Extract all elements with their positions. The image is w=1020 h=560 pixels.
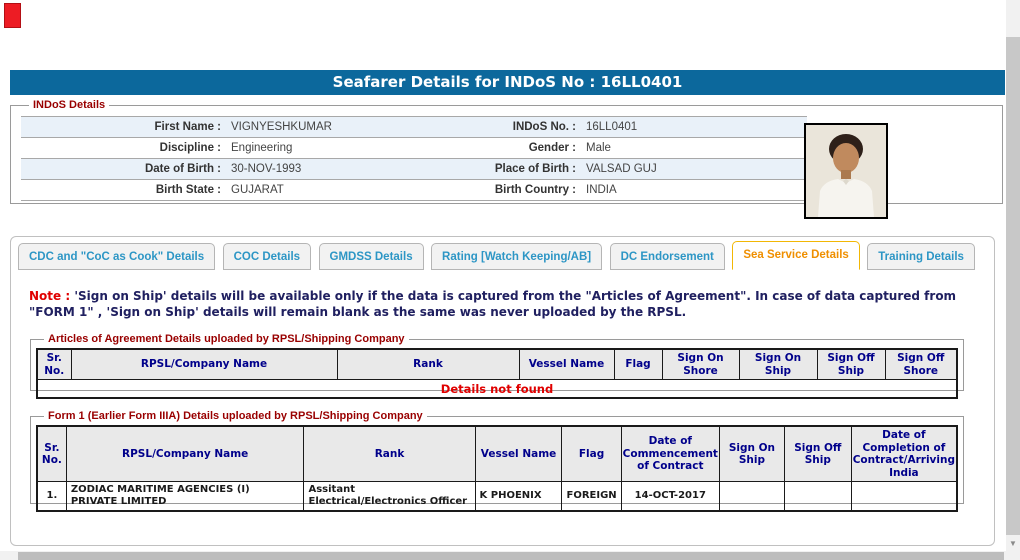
indos-details-legend: INDoS Details <box>33 99 106 111</box>
column-header: Sign Off Ship <box>817 349 885 380</box>
company-name-cell: ZODIAC MARITIME AGENCIES (I) PRIVATE LIMITED <box>66 482 304 512</box>
column-header: Flag <box>614 349 662 380</box>
tab-cdc-coc-cook-details[interactable]: CDC and "CoC as Cook" Details <box>18 243 215 270</box>
indos-details-table <box>21 116 807 201</box>
form1-legend: Form 1 (Earlier Form IIIA) Details uploaded by RPSL/Shipping Company <box>48 410 423 422</box>
field-label: Discipline : <box>159 142 221 154</box>
tab-rating-watch-keeping-ab[interactable]: Rating [Watch Keeping/AB] <box>431 243 602 270</box>
details-row <box>21 138 807 159</box>
tab-gmdss-details[interactable]: GMDSS Details <box>319 243 424 270</box>
column-header: Flag <box>562 426 621 482</box>
tab-training-details[interactable]: Training Details <box>867 243 975 270</box>
form1-table <box>36 425 958 512</box>
field-label: Gender : <box>528 142 576 154</box>
table-row <box>37 482 957 512</box>
column-header: Sr. No. <box>37 349 71 380</box>
articles-of-agreement-fieldset <box>30 333 964 396</box>
field-value: GUJARAT <box>231 184 284 196</box>
note-body: 'Sign on Ship' details will be available only if the data is captured from the "Articles of Agreement". In case of data captured from "FORM 1" , 'Sign on Ship' details will remain blank as the same was never uploaded by the RPSL. <box>29 289 957 319</box>
column-header: Vessel Name <box>475 426 562 482</box>
note-text <box>29 289 987 320</box>
tab-strip <box>18 241 978 270</box>
vessel-name-cell: K PHOENIX <box>475 482 562 512</box>
tab-dc-endorsement[interactable]: DC Endorsement <box>610 243 725 270</box>
field-label: First Name : <box>154 121 221 133</box>
field-value: 16LL0401 <box>586 121 638 133</box>
page-title: Seafarer Details for INDoS No : 16LL0401 <box>10 70 1005 95</box>
flag-cell: FOREIGN <box>562 482 621 512</box>
field-value: INDIA <box>586 184 617 196</box>
indos-details-fieldset <box>10 99 1003 204</box>
column-header: Date of Completion of Contract/Arriving India <box>851 426 957 482</box>
sign-off-ship-cell <box>784 482 851 512</box>
field-label: INDoS No. : <box>512 121 576 133</box>
table-header-row <box>37 426 957 482</box>
column-header: Sign On Ship <box>739 349 817 380</box>
vertical-scrollbar[interactable] <box>1006 0 1020 560</box>
column-header: Sign Off Shore <box>885 349 957 380</box>
field-value: Engineering <box>231 142 293 154</box>
column-header: Sign Off Ship <box>784 426 851 482</box>
details-row <box>21 159 807 180</box>
horizontal-scrollbar[interactable] <box>0 551 1006 560</box>
scroll-down-button[interactable] <box>1006 536 1020 552</box>
details-row <box>21 180 807 201</box>
empty-row <box>37 380 957 399</box>
column-header: Rank <box>337 349 519 380</box>
column-header: RPSL/Company Name <box>66 426 304 482</box>
completion-date-cell <box>851 482 957 512</box>
details-not-found-message: Details not found <box>37 380 957 399</box>
column-header: Sr. No. <box>37 426 66 482</box>
table-header-row <box>37 349 957 380</box>
field-value: Male <box>586 142 611 154</box>
tab-coc-details[interactable]: COC Details <box>223 243 311 270</box>
vertical-scrollbar-thumb[interactable] <box>1006 37 1020 535</box>
field-label: Place of Birth : <box>494 163 576 175</box>
field-label: Birth State : <box>155 184 221 196</box>
sign-on-ship-cell <box>719 482 784 512</box>
details-row <box>21 117 807 138</box>
broken-image-icon <box>4 3 21 28</box>
form1-fieldset <box>30 410 964 508</box>
column-header: Vessel Name <box>519 349 614 380</box>
field-value: 30-NOV-1993 <box>231 163 302 175</box>
column-header: Rank <box>304 426 475 482</box>
horizontal-scrollbar-thumb[interactable] <box>18 552 1004 560</box>
down-arrow-icon: ▼ <box>1009 539 1017 548</box>
column-header: Sign On Shore <box>662 349 739 380</box>
tab-sea-service-details[interactable]: Sea Service Details <box>732 241 860 270</box>
tab-content-panel <box>10 236 995 546</box>
field-value: VALSAD GUJ <box>586 163 657 175</box>
articles-table <box>36 348 958 399</box>
column-header: Sign On Ship <box>719 426 784 482</box>
field-label: Birth Country : <box>494 184 576 196</box>
column-header: Date of Commencement of Contract <box>621 426 719 482</box>
field-label: Date of Birth : <box>144 163 221 175</box>
field-value: VIGNYESHKUMAR <box>231 121 332 133</box>
seafarer-photo <box>804 123 888 219</box>
articles-legend: Articles of Agreement Details uploaded by RPSL/Shipping Company <box>48 333 405 345</box>
note-prefix: Note : <box>29 289 71 303</box>
sr-no-cell: 1. <box>37 482 66 512</box>
commencement-date-cell: 14-OCT-2017 <box>621 482 719 512</box>
rank-cell: Assitant Electrical/Electronics Officer <box>304 482 475 512</box>
column-header: RPSL/Company Name <box>71 349 337 380</box>
